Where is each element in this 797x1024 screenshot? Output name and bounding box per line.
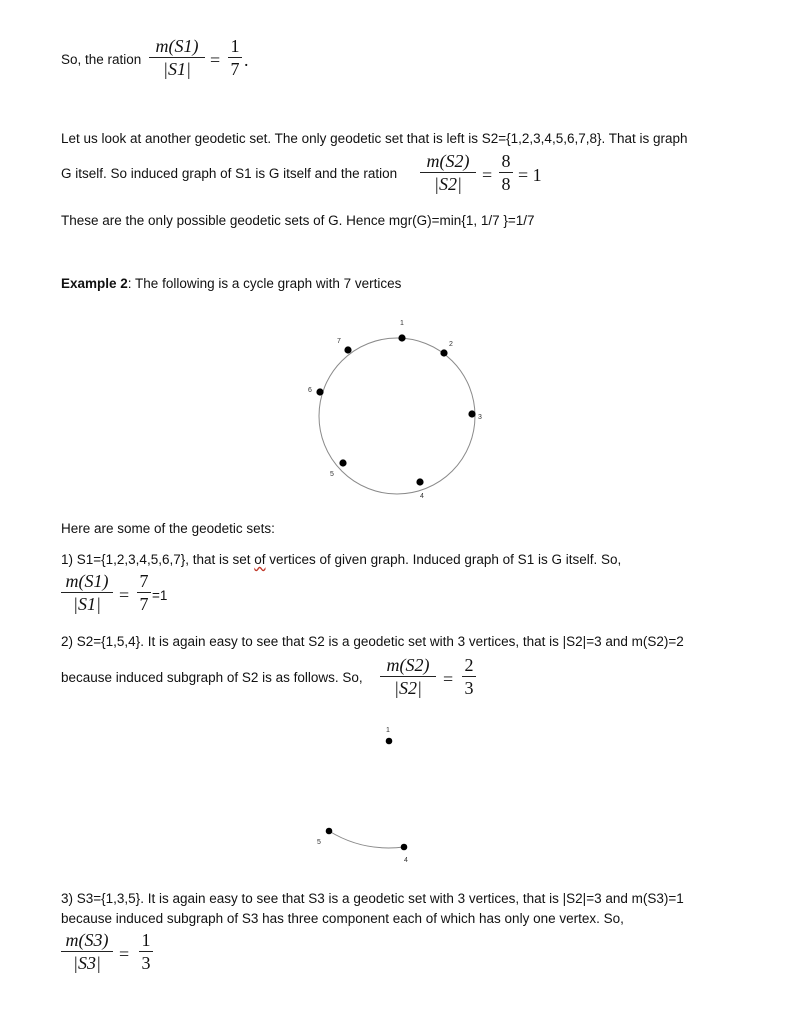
fraction-ms1-s1-item1 [61, 571, 113, 614]
vertex-label-3: 3 [478, 414, 482, 421]
fraction-two-thirds [462, 655, 476, 698]
ratio-label-1: So, the ration [61, 52, 142, 67]
paragraph-1-line-2: G itself. So induced graph of S1 is G itself and the ration [61, 166, 398, 181]
vertex-1 [398, 334, 405, 341]
subgraph-label-4: 4 [404, 857, 408, 864]
fraction-one-seventh [228, 36, 242, 79]
item-1-text [61, 552, 621, 567]
fraction-numerator: m(S3) [65, 930, 109, 950]
fraction-numerator: m(S1) [65, 571, 109, 591]
paragraph-2: These are the only possible geodetic sets of G. Hence mgr(G)=min{1, 1/7 }=1/7 [61, 213, 535, 228]
item-2-line-2: because induced subgraph of S2 is as follows. So, [61, 670, 363, 685]
item-3-line-1: 3) S3={1,3,5}. It is again easy to see that S3 is a geodetic set with 3 vertices, that is |S2|=3 and m(S3)=1 [61, 891, 684, 906]
subgraph-vertex-4 [401, 844, 408, 851]
subgraph-edge-5-4 [329, 831, 404, 848]
fraction-one-third [139, 930, 153, 973]
fraction-numerator: 2 [464, 655, 474, 675]
equals-sign: = [443, 669, 454, 689]
fraction-bar [462, 676, 476, 677]
fraction-numerator: 8 [501, 151, 511, 171]
vertex-4 [416, 478, 423, 485]
fraction-eight-eighths [499, 151, 513, 194]
fraction-bar [61, 951, 113, 952]
fraction-bar [139, 951, 153, 952]
vertex-label-1: 1 [400, 320, 404, 327]
vertex-label-7: 7 [337, 338, 341, 345]
fraction-bar [499, 172, 513, 173]
period: . [244, 50, 249, 70]
fraction-bar [228, 57, 242, 58]
vertex-5 [339, 459, 346, 466]
fraction-bar [61, 592, 113, 593]
vertex-label-2: 2 [449, 341, 453, 348]
paragraph-1-line-1: Let us look at another geodetic set. The only geodetic set that is left is S2={1,2,3,4,5,6,7,8}. That is graph [61, 131, 688, 146]
fraction-numerator: 7 [139, 571, 149, 591]
fraction-numerator: 1 [141, 930, 151, 950]
equals-sign: = [482, 165, 493, 185]
fraction-bar [420, 172, 476, 173]
example-2-label: Example 2 [61, 276, 128, 291]
fraction-numerator: m(S2) [426, 151, 470, 171]
example-2-heading [61, 276, 401, 291]
vertex-6 [316, 388, 323, 395]
fraction-denominator: |S2| [394, 678, 422, 698]
fraction-denominator: 7 [139, 594, 149, 614]
equals-one: = 1 [518, 165, 542, 185]
fraction-numerator: 1 [230, 36, 240, 56]
fraction-denominator: 3 [141, 953, 151, 973]
subgraph-vertex-1 [386, 738, 393, 745]
vertex-label-4: 4 [420, 493, 424, 500]
fraction-denominator: |S1| [163, 59, 191, 79]
fraction-ms2-s2 [420, 151, 476, 194]
item-1-text-of: of [254, 552, 266, 567]
fraction-denominator: 3 [464, 678, 474, 698]
subgraph-label-1: 1 [386, 727, 390, 734]
fraction-denominator: |S2| [434, 174, 462, 194]
fraction-numerator: m(S1) [155, 36, 199, 56]
fraction-ms1-s1 [149, 36, 205, 79]
cycle-edge-ring [319, 338, 475, 494]
fraction-denominator: |S3| [73, 953, 101, 973]
vertex-2 [440, 349, 447, 356]
subgraph-s2-figure [0, 720, 797, 870]
vertex-7 [344, 346, 351, 353]
fraction-seven-sevenths [137, 571, 151, 614]
example-2-text: : The following is a cycle graph with 7 vertices [127, 276, 402, 291]
vertex-label-6: 6 [308, 387, 312, 394]
equals-sign: = [119, 944, 130, 964]
fraction-bar [137, 592, 151, 593]
item-2-line-1: 2) S2={1,5,4}. It is again easy to see that S2 is a geodetic set with 3 vertices, that is |S2|=3 and m(S2)=2 [61, 634, 684, 649]
item-3-line-2: because induced subgraph of S3 has three component each of which has only one vertex. So, [61, 911, 624, 926]
subgraph-label-5: 5 [317, 839, 321, 846]
fraction-bar [149, 57, 205, 58]
fraction-denominator: |S1| [73, 594, 101, 614]
fraction-numerator: m(S2) [386, 655, 430, 675]
geodetic-sets-intro: Here are some of the geodetic sets: [61, 521, 275, 536]
item-1-text-a: 1) S1={1,2,3,4,5,6,7}, that is set [61, 552, 255, 567]
item-1-text-b: vertices of given graph. Induced graph of S1 is G itself. So, [265, 552, 622, 567]
subgraph-vertex-5 [326, 828, 333, 835]
vertex-3 [468, 410, 475, 417]
fraction-denominator: 8 [501, 174, 511, 194]
fraction-bar [380, 676, 436, 677]
equals-sign: = [119, 585, 130, 605]
fraction-ms3-s3 [61, 930, 113, 973]
equals-one-text: =1 [152, 588, 168, 603]
fraction-denominator: 7 [230, 59, 240, 79]
fraction-ms2-s2-item2 [380, 655, 436, 698]
cycle-graph-figure [0, 310, 797, 510]
vertex-label-5: 5 [330, 471, 334, 478]
equals-sign: = [210, 50, 221, 70]
